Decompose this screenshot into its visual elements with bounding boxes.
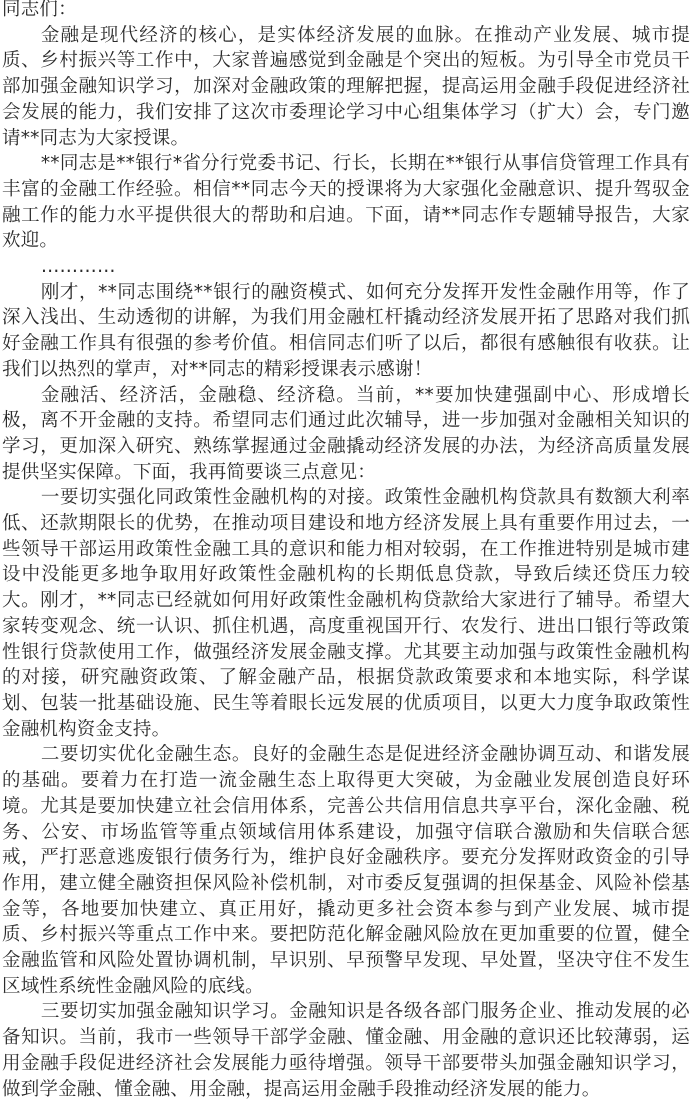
paragraph-overview: 金融活、经济活，金融稳、经济稳。当前，**要加快建强副中心、形成增长极，离不开金融的支持。希望同志们通过此次辅导，进一步加强对金融相关知识的学习，更加深入研究、熟练掌握通过金融撬动经济发展的办法，为经济高质量发展提供坚实保障。下面，我再简要谈三点意见：: [2, 384, 690, 483]
paragraph-intro: 金融是现代经济的核心，是实体经济发展的血脉。在推动产业发展、城市提质、乡村振兴等工作中，大家普遍感觉到金融是个突出的短板。为引导全市党员干部加强金融知识学习，加深对金融政策的理解把握，提高运用金融手段促进经济社会发展的能力，我们安排了这次市委理论学习中心组集体学习（扩大）会，专门邀请**同志为大家授课。: [2, 24, 690, 149]
document-body: [2, 0, 690, 1102]
paragraph-thanks: 刚才，**同志围绕**银行的融资模式、如何充分发挥开发性金融作用等，作了深入浅出、生动透彻的讲解，为我们用金融杠杆撬动经济发展开拓了思路对我们抓好金融工作具有很强的参考价值。相信同志们听了以后，都很有感触很有收获。让我们以热烈的掌声，对**同志的精彩授课表示感谢！: [2, 281, 690, 380]
salutation: 同志们：: [2, 0, 77, 20]
paragraph-point-two: 二要切实优化金融生态。良好的金融生态是促进经济金融协调互动、和谐发展的基础。要着力在打造一流金融生态上取得更大突破，为金融业发展创造良好环境。尤其是要加快建立社会信用体系，完善公共信用信息共享平台，深化金融、税务、公安、市场监管等重点领域信用体系建设，加强守信联合激励和失信联合惩戒，严打恶意逃废银行债务行为，维护良好金融秩序。要充分发挥财政资金的引导作用，建立健全融资担保风险补偿机制，对市委反复强调的担保基金、风险补偿基金等，各地要加快建立、真正用好，撬动更多社会资本参与到产业发展、城市提质、乡村振兴等重点工作中来。要把防范化解金融风险放在更加重要的位置，健全金融监管和风险处置协调机制，早识别、早预警早发现、早处置，坚决守住不发生区域性系统性金融风险的底线。: [2, 744, 690, 997]
paragraph-point-one: 一要切实强化同政策性金融机构的对接。政策性金融机构贷款具有数额大利率低、还款期限长的优势，在推动项目建设和地方经济发展上具有重要作用过去，一些领导干部运用政策性金融工具的意识和能力相对较弱，在工作推进特别是城市建设中没能更多地争取用好政策性金融机构的长期低息贷款，导致后续还贷压力较大。刚才，**同志已经就如何用好政策性金融机构贷款给大家进行了辅导。希望大家转变观念、统一认识、抓住机遇，高度重视国开行、农发行、进出口银行等政策性银行贷款使用工作，做强经济发展金融支撑。尤其要主动加强与政策性金融机构的对接，研究融资政策、了解金融产品，根据贷款政策要求和本地实际，科学谋划、包装一批基础设施、民生等着眼长远发展的优质项目，以更大力度争取政策性金融机构资金支持。: [2, 487, 690, 740]
paragraph-ellipsis: …………: [40, 256, 116, 278]
paragraph-point-three: 三要切实加强金融知识学习。金融知识是各级各部门服务企业、推动发展的必备知识。当前，我市一些领导干部学金融、懂金融、用金融的意识还比较薄弱，运用金融手段促进经济社会发展能力亟待增强。领导干部要带头加强金融知识学习，做到学金融、懂金融、用金融，提高运用金融手段推动经济发展的能力。: [2, 1001, 690, 1100]
paragraph-speaker-intro: **同志是**银行*省分行党委书记、行长，长期在**银行从事信贷管理工作具有丰富的金融工作经验。相信**同志今天的授课将为大家强化金融意识、提升驾驭金融工作的能力水平提供很大的帮助和启迪。下面，请**同志作专题辅导报告，大家欢迎。: [2, 153, 690, 252]
